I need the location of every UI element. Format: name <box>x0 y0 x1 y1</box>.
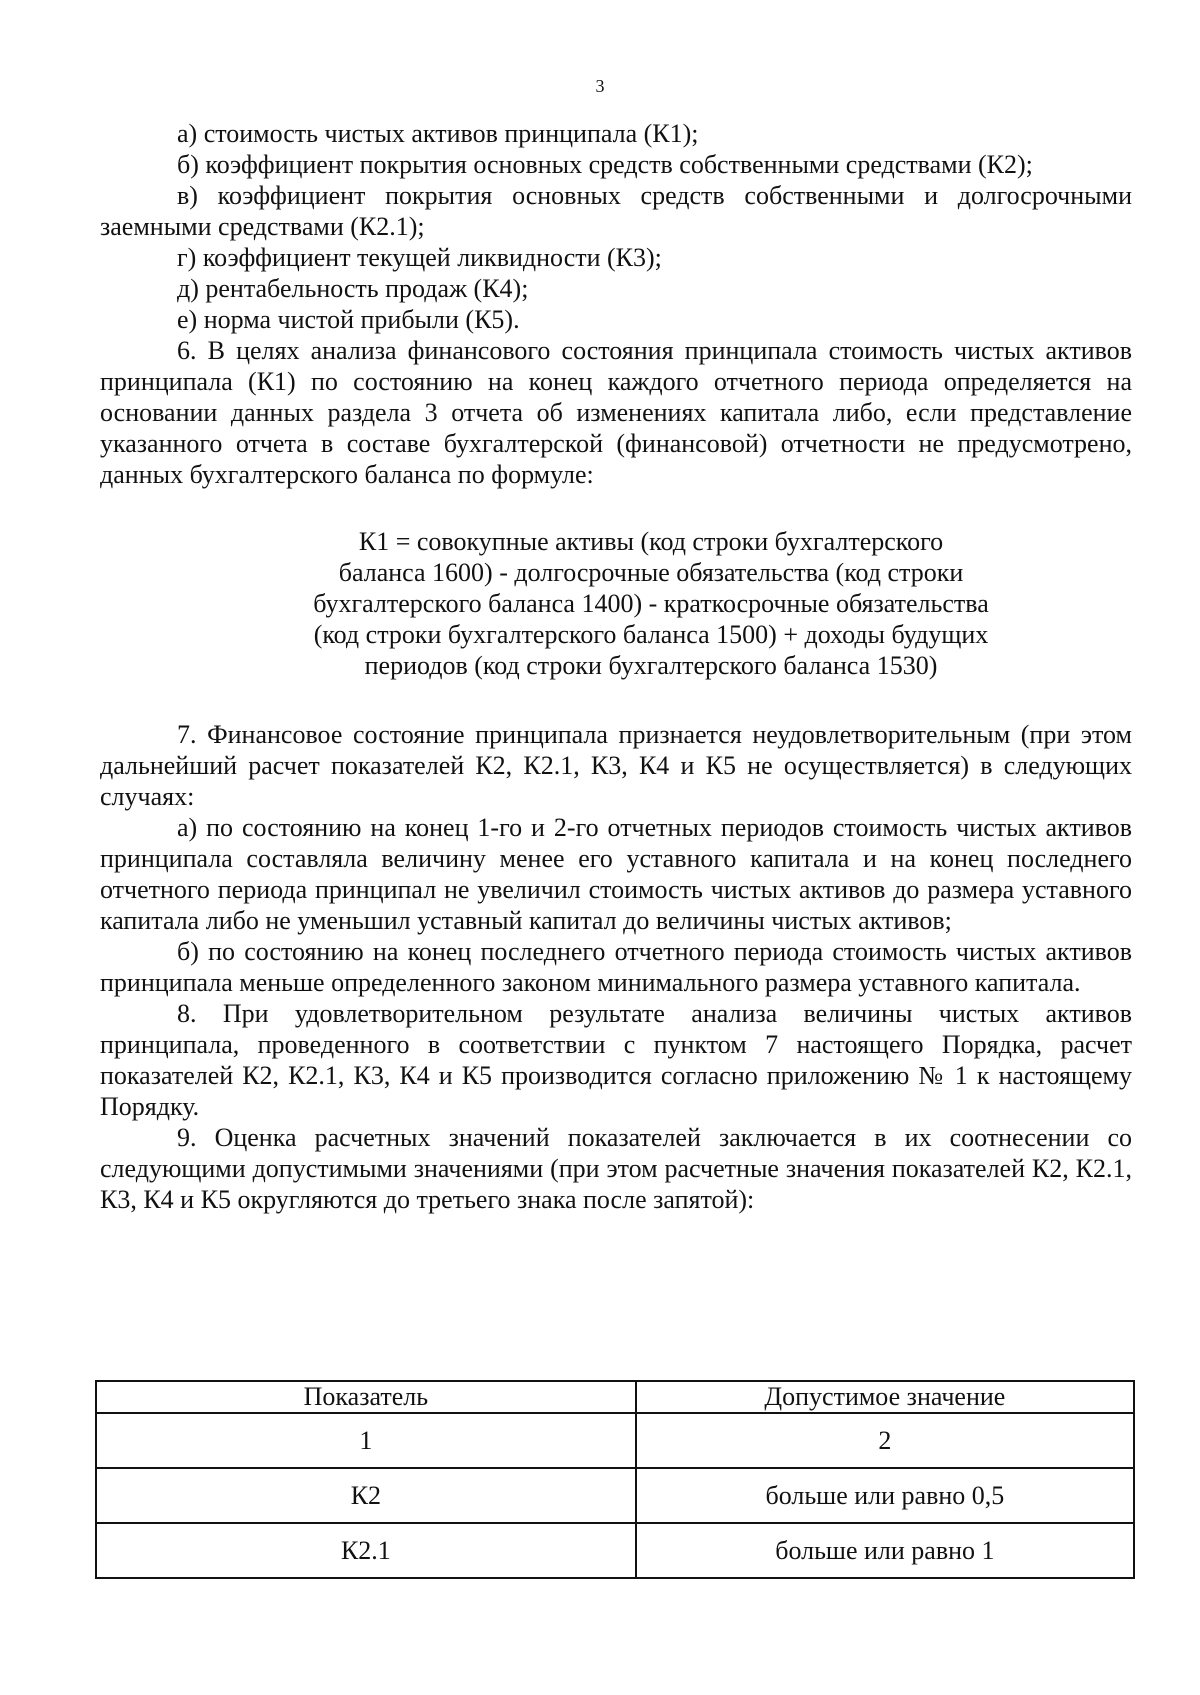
paragraph-8: 8. При удовлетворительном результате анализа величины чистых активов принципала, проведенного в соответствии с пунктом 7 настоящего Порядка, расчет показателей К2, К2.1, К3, К4 и К5 производится согласно приложению № 1 к настоящему Порядку. <box>100 999 1132 1121</box>
table-row <box>96 1523 1134 1578</box>
page-number: 3 <box>595 76 605 96</box>
paragraph-7: 7. Финансовое состояние принципала признается неудовлетворительным (при этом дальнейший расчет показателей К2, К2.1, К3, К4 и К5 не осуществляется) в следующих случаях: <box>100 720 1132 811</box>
permissible-values-table <box>95 1380 1135 1579</box>
paragraph-9: 9. Оценка расчетных значений показателей заключается в их соотнесении со следующими допустимыми значениями (при этом расчетные значения показателей К2, К2.1, К3, К4 и К5 округляются до третьего знака после запятой): <box>100 1123 1132 1214</box>
table-cell: больше или равно 1 <box>636 1523 1134 1578</box>
list-item-b: б) коэффициент покрытия основных средств собственными средствами (К2); <box>177 150 1033 179</box>
header-permissible-value: Допустимое значение <box>636 1381 1134 1413</box>
table-cell: больше или равно 0,5 <box>636 1468 1134 1523</box>
formula-line: К1 = совокупные активы (код строки бухгалтерского <box>358 527 944 556</box>
list-item-a: а) стоимость чистых активов принципала (К1); <box>177 119 699 148</box>
table-header-row <box>96 1381 1134 1413</box>
table-cell: К2 <box>96 1468 636 1523</box>
table-cell: 1 <box>96 1413 636 1468</box>
document-body <box>100 118 1132 1215</box>
paragraph-7b: б) по состоянию на конец последнего отчетного периода стоимость чистых активов принципала меньше определенного законом минимального размера уставного капитала. <box>100 937 1132 997</box>
paragraph-7a: а) по состоянию на конец 1-го и 2-го отчетных периодов стоимость чистых активов принципала составляла величину менее его уставного капитала и на конец последнего отчетного периода принципал не увеличил стоимость чистых активов до размера уставного капитала либо не уменьшил уставный капитал до величины чистых активов; <box>100 813 1132 935</box>
table-row <box>96 1413 1134 1468</box>
table-cell: 2 <box>636 1413 1134 1468</box>
formula-line: периодов (код строки бухгалтерского баланса 1530) <box>364 651 938 680</box>
list-item-d: д) рентабельность продаж (К4); <box>177 274 529 303</box>
table-cell: К2.1 <box>96 1523 636 1578</box>
list-item-g: г) коэффициент текущей ликвидности (К3); <box>177 243 662 272</box>
formula-line: (код строки бухгалтерского баланса 1500) + доходы будущих <box>313 620 989 649</box>
list-item-e: е) норма чистой прибыли (К5). <box>177 305 520 334</box>
table-row <box>96 1468 1134 1523</box>
formula-line: бухгалтерского баланса 1400) - краткосрочные обязательства <box>313 589 989 618</box>
formula-k1 <box>100 526 1132 681</box>
paragraph-6: 6. В целях анализа финансового состояния принципала стоимость чистых активов принципала (К1) по состоянию на конец каждого отчетного периода определяется на основании данных раздела 3 отчета об изменениях капитала либо, если представление указанного отчета в составе бухгалтерской (финансовой) отчетности не предусмотрено, данных бухгалтерского баланса по формуле: <box>100 336 1132 489</box>
formula-line: баланса 1600) - долгосрочные обязательства (код строки <box>338 558 964 587</box>
list-item-v: в) коэффициент покрытия основных средств собственными и долгосрочными заемными средствами (К2.1); <box>100 181 1132 241</box>
header-indicator: Показатель <box>96 1381 636 1413</box>
